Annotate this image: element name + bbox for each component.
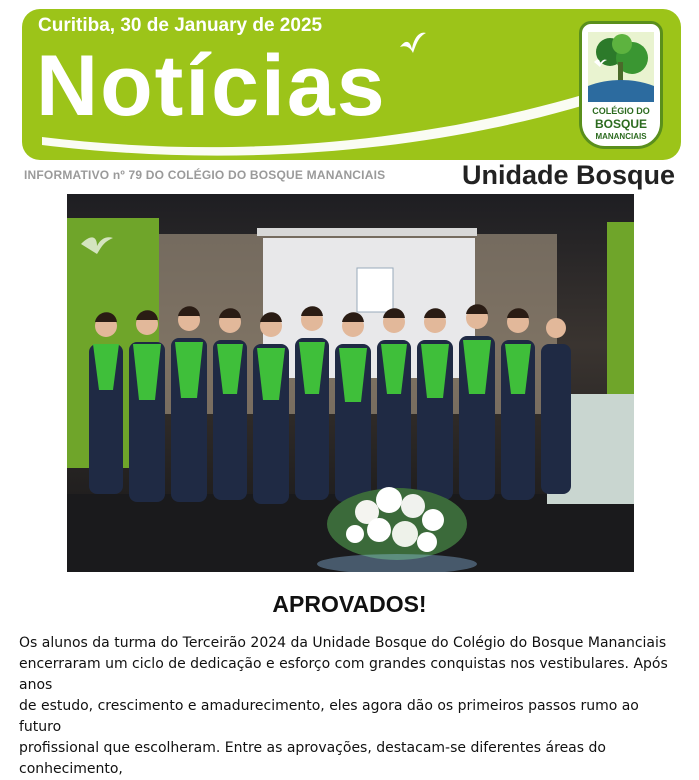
- article-line: profissional que escolheram. Entre as aprovações, destacam-se diferentes áreas do conhecimento,: [19, 740, 606, 777]
- graduation-photo: [67, 194, 634, 572]
- logo-line-3: MANANCIAIS: [595, 132, 647, 141]
- graduation-photo-art: [67, 194, 634, 572]
- article-heading: APROVADOS!: [272, 591, 427, 617]
- article-line: Os alunos da turma do Terceirão 2024 da Unidade Bosque do Colégio do Bosque Mananciais: [19, 635, 667, 651]
- issue-date: Curitiba, 30 de January de 2025: [38, 15, 323, 36]
- article-line: de estudo, crescimento e amadurecimento, eles agora dão os primeiros passos rumo ao futuro: [19, 698, 639, 735]
- article-body: [19, 633, 683, 780]
- page-title: Notícias: [36, 38, 387, 134]
- header-banner: [22, 9, 681, 160]
- bird-icon: [398, 29, 428, 55]
- article-line: encerraram um ciclo de dedicação e esforço com grandes conquistas nos vestibulares. Após anos: [19, 656, 668, 693]
- logo-line-1: COLÉGIO DO: [592, 106, 650, 116]
- logo-line-2: BOSQUE: [594, 117, 647, 131]
- informativo-label: INFORMATIVO nº 79 DO COLÉGIO DO BOSQUE MANANCIAIS: [24, 168, 386, 182]
- tree-logo-icon: [588, 32, 654, 102]
- school-logo: [579, 21, 663, 149]
- unidade-label: Unidade Bosque: [461, 160, 675, 190]
